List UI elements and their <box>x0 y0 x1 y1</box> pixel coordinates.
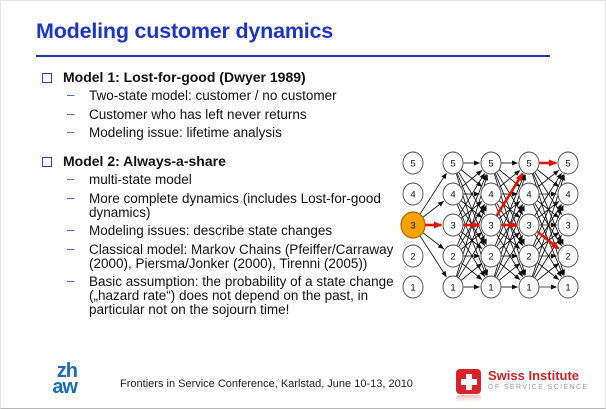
markov-state-trellis-diagram <box>395 143 591 309</box>
state-node-label: 4 <box>565 189 571 201</box>
state-node-label: 4 <box>410 189 416 201</box>
list-item: – Modeling issue: lifetime analysis <box>67 126 401 140</box>
zhaw-logo-line2: aw <box>52 376 77 398</box>
state-node-label: 3 <box>488 220 494 232</box>
swiss-cross-icon <box>456 369 481 394</box>
list-item: – Customer who has left never returns <box>67 108 401 122</box>
bullet-content <box>36 70 406 331</box>
state-node-label: 1 <box>450 282 456 294</box>
state-node-label: 5 <box>565 158 571 170</box>
conference-footer: Frontiers in Service Conference, Karlstad, June 10-13, 2010 <box>120 378 413 390</box>
zhaw-logo-line1: zh <box>56 360 77 382</box>
state-node-label: 1 <box>526 282 532 294</box>
state-node-label: 1 <box>410 282 416 294</box>
list-item: – Modeling issues: describe state changes <box>67 224 401 238</box>
state-node-label: 1 <box>488 282 494 294</box>
state-node-label: 3 <box>410 220 416 232</box>
list-item: – Two-state model: customer / no customer <box>67 89 401 103</box>
state-node-label: 2 <box>450 251 456 263</box>
state-node-label: 4 <box>526 189 532 201</box>
state-node-label: 5 <box>450 158 456 170</box>
section-heading: Model 2: Always-a-share <box>63 153 226 169</box>
state-node-label: 2 <box>526 251 532 263</box>
bullet-list <box>67 173 406 317</box>
swiss-institute-logo <box>456 369 589 394</box>
state-node-label: 3 <box>526 220 532 232</box>
state-node-label: 1 <box>565 282 571 294</box>
title-underline <box>36 55 550 57</box>
list-item: – More complete dynamics (includes Lost-for-good dynamics) <box>67 192 401 220</box>
bullet-list <box>67 89 406 140</box>
slide-title: Modeling customer dynamics <box>36 19 334 43</box>
section-model-1 <box>36 70 406 140</box>
swiss-institute-subtitle: OF SERVICE SCIENCE <box>488 384 589 391</box>
zhaw-logo <box>43 360 77 398</box>
swiss-cross-reflection <box>456 395 481 402</box>
state-node-label: 5 <box>410 158 416 170</box>
state-node-label: 5 <box>488 158 494 170</box>
state-node-label: 2 <box>410 251 416 263</box>
state-node-label: 2 <box>565 251 571 263</box>
state-node-label: 2 <box>488 251 494 263</box>
list-item: – Classical model: Markov Chains (Pfeiffer/Carraway (2000), Piersma/Jonker (2000), Tirenni (2005)) <box>67 243 401 271</box>
state-node-label: 4 <box>488 189 494 201</box>
list-item: – Basic assumption: the probability of a state change („hazard rate“) does not depend on the past, in particular not on the sojourn time! <box>67 275 401 317</box>
state-node-label: 3 <box>565 220 571 232</box>
section-heading: Model 1: Lost-for-good (Dwyer 1989) <box>63 69 306 85</box>
swiss-institute-name: Swiss Institute <box>488 368 580 383</box>
state-node-label: 4 <box>450 189 456 201</box>
square-bullet-icon <box>42 157 52 167</box>
state-node-label: 5 <box>526 158 532 170</box>
section-model-2 <box>36 154 406 317</box>
list-item: – multi-state model <box>67 173 401 187</box>
square-bullet-icon <box>42 73 52 83</box>
state-node-label: 3 <box>450 220 456 232</box>
swiss-logo-text <box>488 369 589 391</box>
